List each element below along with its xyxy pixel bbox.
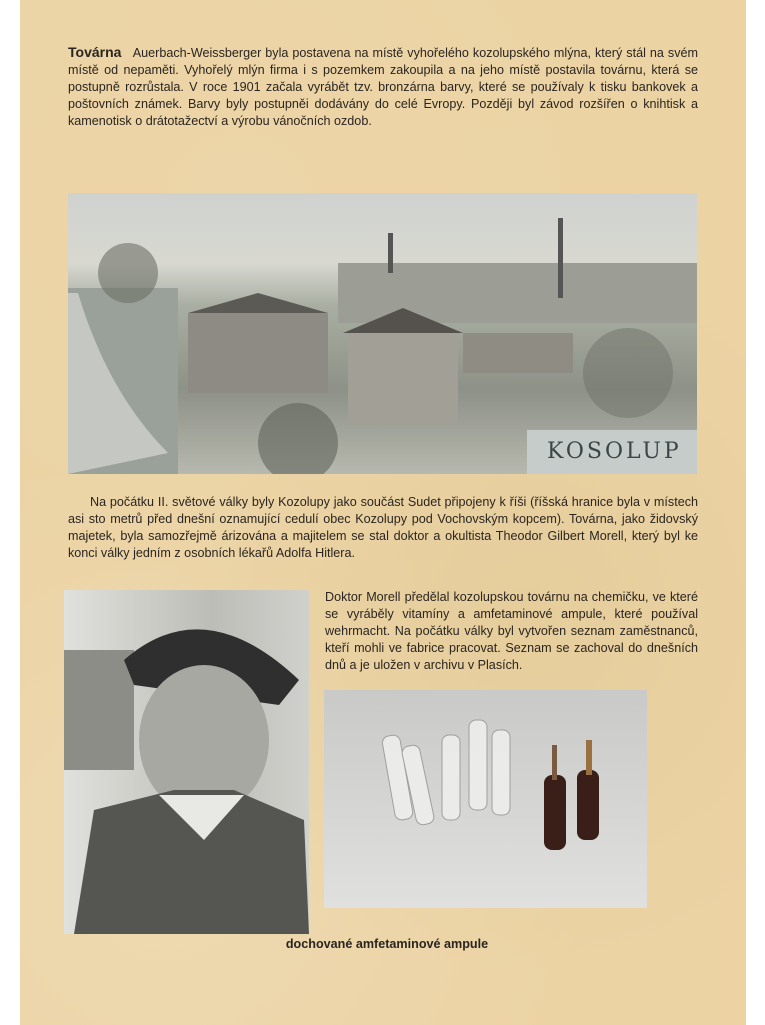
portrait-photo-morell	[64, 590, 309, 934]
paragraph-heading: Továrna	[68, 44, 122, 60]
paragraph-chemistry: Doktor Morell předělal kozolupskou továrnu na chemičku, ve které se vyráběly vitamíny a amfetaminové ampule, které používal wehrmacht. Na počátku války byl vytvořen seznam zaměstnanců, kteří mohli ve fabrice pracovat. Seznam se zachoval do dnešních dnů a je uložen v archivu v Plasích.	[325, 590, 698, 672]
factory-illustration	[68, 193, 697, 474]
ampoules-caption: dochované amfetaminové ampule	[285, 937, 489, 951]
paragraph-factory	[68, 44, 698, 130]
factory-label: KOSOLUP	[527, 430, 697, 474]
paragraph-war: Na počátku II. světové války byly Kozolupy jako součást Sudet připojeny k říši (říšská hranice byla v místech asi sto metrů před dnešní oznamující cedulí obec Kozolupy pod Vochovským kopcem). Továrna, jako židovský majetek, byla samozřejmě árizována a majitelem se stal doktor a okultista Theodor Gilbert Morell, který byl ke konci války jedním z osobních lékařů Adolfa Hitlera.	[68, 495, 698, 560]
portrait-drawing	[64, 590, 309, 934]
ampoules-drawing	[324, 690, 647, 908]
ampoules-photo	[324, 690, 647, 908]
paragraph-text: Auerbach-Weissberger byla postavena na místě vyhořelého kozolupského mlýna, který stál na svém místě od nepaměti. Vyhořelý mlýn firma i s pozemkem zakoupila a na jeho místě postavila továrnu, která se postupně rozrůstala. V roce 1901 začala vyrábět tzv. bronzárna barvy, které se používaly k tisku bankovek a poštovních známek. Barvy byly postupněi dodávány do celé Evropy. Později byl závod rozšířen o knihtisk a kamenotisk o drátotažectví a výrobu vánočních ozdob.	[68, 46, 698, 128]
